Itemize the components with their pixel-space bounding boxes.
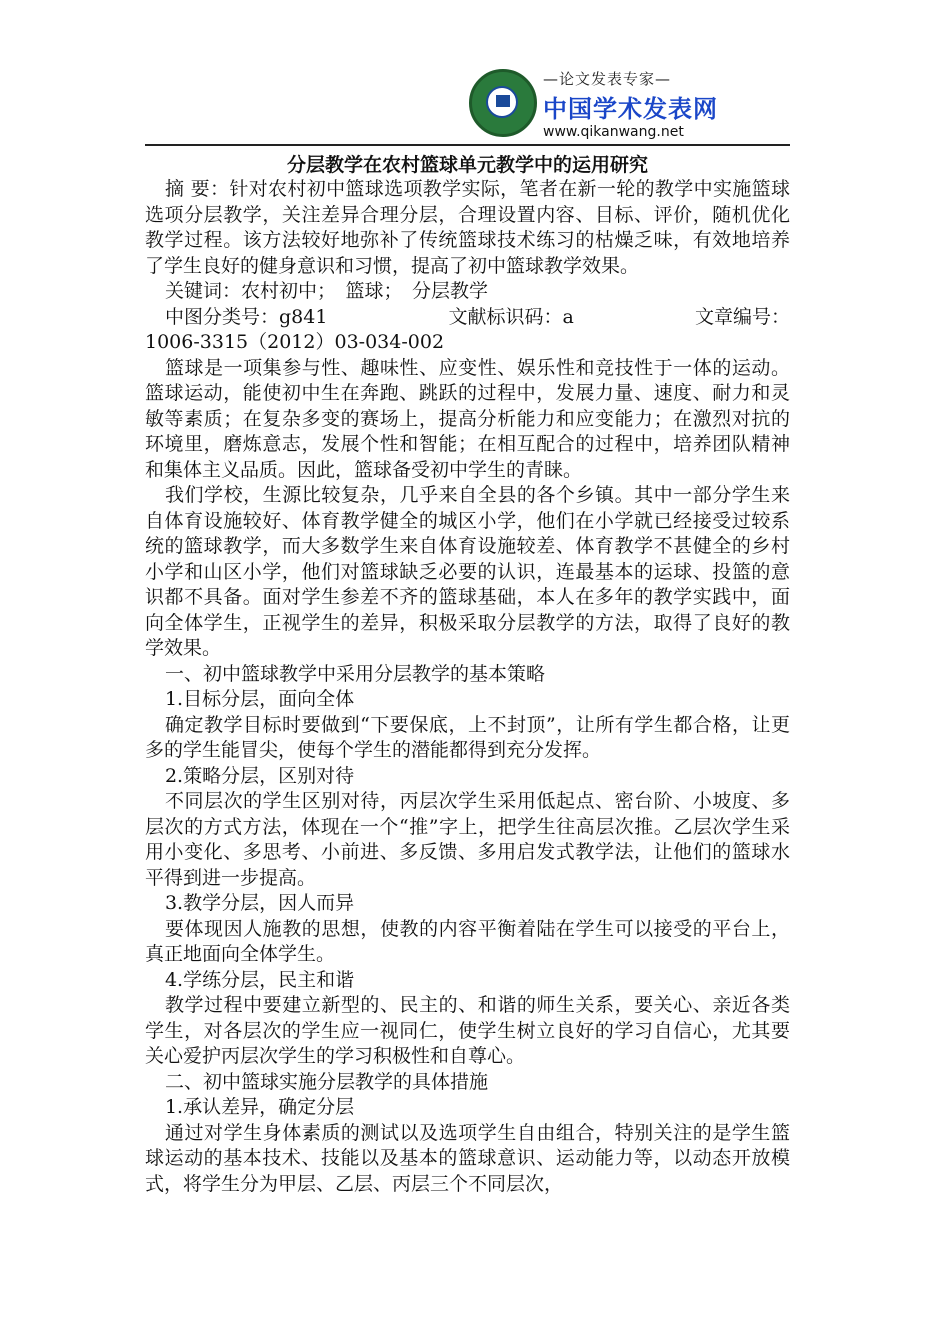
site-logo <box>469 66 718 140</box>
header-rule <box>145 144 790 146</box>
paragraph-6: 教学过程中要建立新型的、民主的、和谐的师生关系，要关心、亲近各类学生，对各层次的学生应一视同仁，使学生树立良好的学习自信心，尤其要关心爱护丙层次学生的学习积极性和自尊心。 <box>145 994 790 1067</box>
document-code: 文献标识码：a <box>448 305 574 328</box>
classification-row <box>145 305 790 331</box>
keywords: 关键词：农村初中； 篮球； 分层教学 <box>164 280 488 302</box>
document-page <box>145 66 790 1197</box>
paragraph-7: 通过对学生身体素质的测试以及选项学生自由组合，特别关注的是学生篮球运动的基本技术、技能以及基本的篮球意识、运动能力等，以动态开放模式，将学生分为甲层、乙层、丙层三个不同层次， <box>145 1121 790 1195</box>
logo-slogan: —论文发表专家— <box>543 70 672 88</box>
article-number: 1006-3315（2012）03-034-002 <box>145 331 445 353</box>
paragraph-2: 我们学校，生源比较复杂，几乎来自全县的各个乡镇。其中一部分学生来自体育设施较好、体育教学健全的城区小学，他们在小学就已经接受过较系统的篮球教学，而大多数学生来自体育设施较差、体育教学不甚健全的乡村小学和山区小学，他们对篮球缺乏必要的认识，连最基本的运球、投篮的意识都不具备。面对学生参差不齐的篮球基础，本人在多年的教学实践中，面向全体学生，正视学生的差异，积极采取分层教学的方法，取得了良好的教学效果。 <box>145 484 790 659</box>
subheading-1-3: 3.教学分层，因人而异 <box>164 892 355 914</box>
subheading-1-4: 4.学练分层，民主和谐 <box>164 968 355 991</box>
logo-text <box>543 68 718 138</box>
logo-brand: 中国学术发表网 <box>543 95 718 123</box>
subheading-2-1: 1.承认差异，确定分层 <box>164 1096 355 1118</box>
subheading-1-2: 2.策略分层，区别对待 <box>164 764 355 787</box>
seal-emblem-icon <box>469 69 537 137</box>
article-number-label: 文章编号： <box>694 305 790 328</box>
paragraph-3: 确定教学目标时要做到“下要保底，上不封顶”，让所有学生都合格，让更多的学生能冒尖，使每个学生的潜能都得到充分发挥。 <box>145 713 790 761</box>
clc-number: 中图分类号：g841 <box>165 305 328 328</box>
logo-site-url: www.qikanwang.net <box>543 124 684 140</box>
paragraph-5: 要体现因人施教的思想，使教的内容平衡着陆在学生可以接受的平台上，真正地面向全体学生。 <box>145 917 790 965</box>
section-heading-2: 二、初中篮球实施分层教学的具体措施 <box>164 1070 488 1093</box>
paragraph-1: 篮球是一项集参与性、趣味性、应变性、娱乐性和竞技性于一体的运动。篮球运动，能使初中生在奔跑、跳跃的过程中，发展力量、速度、耐力和灵敏等素质；在复杂多变的赛场上，提高分析能力和应变能力；在激烈对抗的环境里，磨炼意志，发展个性和智能；在相互配合的过程中，培养团队精神和集体主义品质。因此，篮球备受初中学生的青睐。 <box>145 356 790 481</box>
article-title: 分层教学在农村篮球单元教学中的运用研究 <box>286 154 648 176</box>
section-heading-1: 一、初中篮球教学中采用分层教学的基本策略 <box>164 662 545 685</box>
abstract: 摘 要：针对农村初中篮球选项教学实际，笔者在新一轮的教学中实施篮球选项分层教学，关注差异合理分层，合理设置内容、目标、评价，随机优化教学过程。该方法较好地弥补了传统篮球技术练习的枯燥乏味，有效地培养了学生良好的健身意识和习惯，提高了初中篮球教学效果。 <box>145 178 790 277</box>
subheading-1-1: 1.目标分层，面向全体 <box>164 688 355 710</box>
paragraph-4: 不同层次的学生区别对待，丙层次学生采用低起点、密台阶、小坡度、多层次的方式方法，体现在一个“推”字上，把学生往高层次推。乙层次学生采用小变化、多思考、小前进、多反馈、多用启发式教学法，让他们的篮球水平得到进一步提高。 <box>145 790 790 889</box>
